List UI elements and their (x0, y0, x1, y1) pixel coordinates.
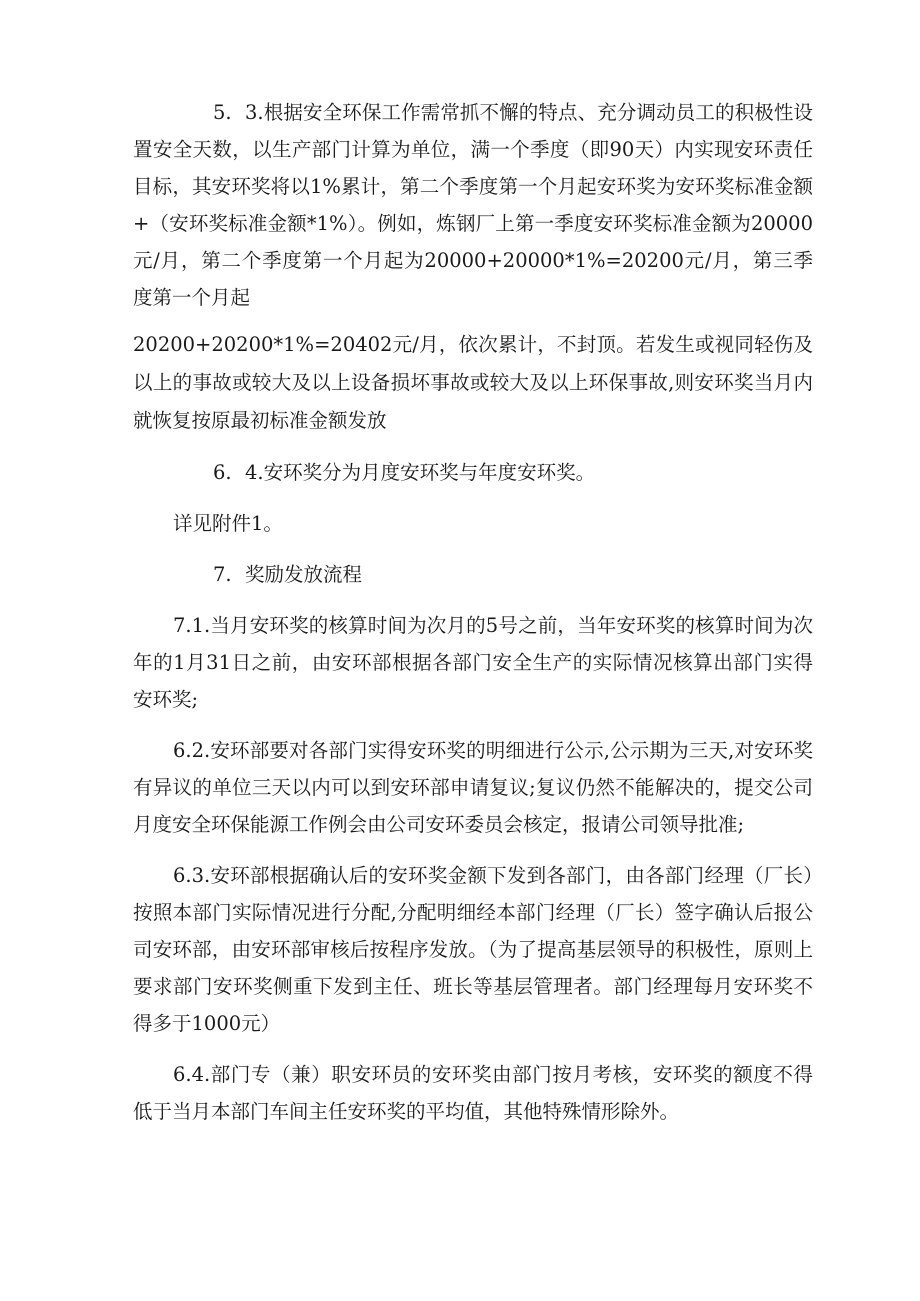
paragraph-text: 4.安环奖分为月度安环奖与年度安环奖。 (245, 461, 596, 484)
list-number: 6. (213, 461, 232, 484)
paragraph-6-2: 6.2.安环部要对各部门实得安环奖的明细进行公示,公示期为三天,对安环奖有异议的单位三天以内可以到安环部申请复议;复议仍然不能解决的，提交公司月度安全环保能源工作例会由公司安环委员会核定，报请公司领导批准; (133, 739, 813, 836)
paragraph-text: 3.根据安全环保工作需常抓不懈的特点、充分调动员工的积极性设置安全天数，以生产部门计算为单位，满一个季度（即90天）内实现安环责任目标，其安环奖将以1%累计，第二个季度第一个月起安环奖为安环奖标准金额+（安环奖标准金额*1%）。例如，炼钢厂上第一季度安环奖标准金额为20000元/月，第二个季度第一个月起为20000+20000*1%=20200元/月，第三季度第一个月起 (133, 101, 813, 309)
paragraph-5 (133, 94, 813, 316)
document-body (133, 94, 813, 1130)
paragraph-6-3: 6.3.安环部根据确认后的安环奖金额下发到各部门，由各部门经理（厂长）按照本部门实际情况进行分配,分配明细经本部门经理（厂长）签字确认后报公司安环部，由安环部审核后按程序发放。（为了提高基层领导的积极性，原则上要求部门安环奖侧重下发到主任、班长等基层管理者。部门经理每月安环奖不得多于1000元） (133, 864, 813, 1035)
paragraph-6-4: 6.4.部门专（兼）职安环员的安环奖由部门按月考核，安环奖的额度不得低于当月本部门车间主任安环奖的平均值，其他特殊情形除外。 (133, 1063, 813, 1123)
paragraph-7 (133, 556, 813, 593)
paragraph-7-1: 7.1.当月安环奖的核算时间为次月的5号之前，当年安环奖的核算时间为次年的1月31日之前，由安环部根据各部门安全生产的实际情况核算出部门实得安环奖; (133, 614, 813, 711)
paragraph-6 (133, 454, 813, 491)
paragraph-see-attachment: 详见附件1。 (173, 512, 283, 535)
list-number: 7. (213, 563, 232, 586)
section-heading: 奖励发放流程 (245, 563, 363, 586)
paragraph-5-continued: 20200+20200*1%=20402元/月，依次累计，不封顶。若发生或视同轻伤及以上的事故或较大及以上设备损坏事故或较大及以上环保事故,则安环奖当月内就恢复按原最初标准金额发放 (133, 333, 813, 432)
list-number: 5. (213, 101, 232, 124)
